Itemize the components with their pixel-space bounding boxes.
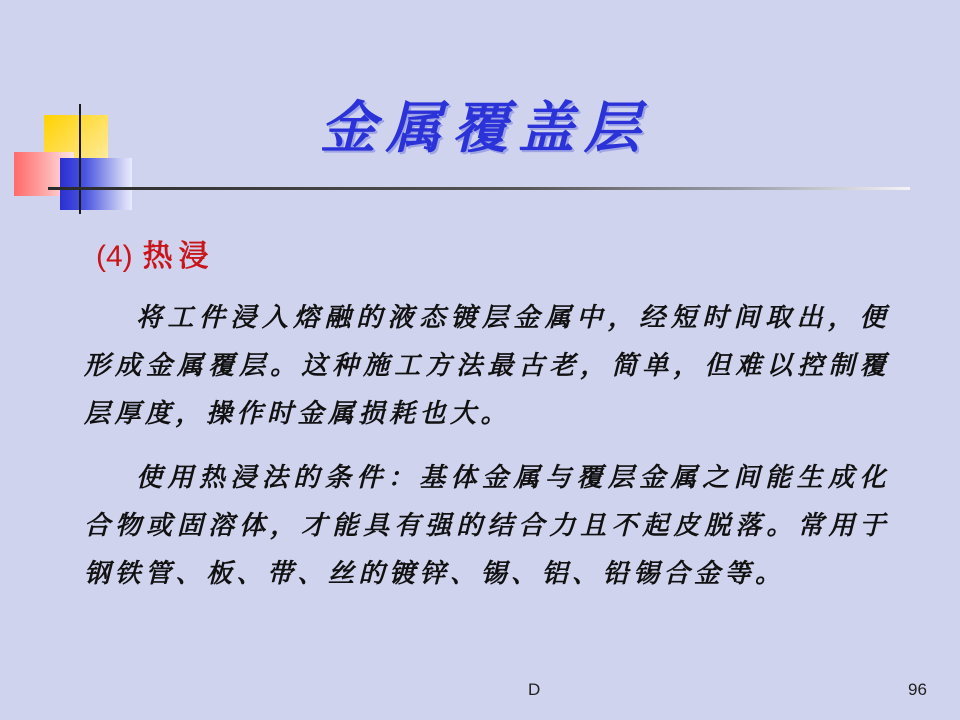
paragraph-2: 使用热浸法的条件：基体金属与覆层金属之间能生成化合物或固溶体，才能具有强的结合力且不起皮脱落。常用于钢铁管、板、带、丝的镀锌、锡、铝、铅锡合金等。 [84,463,890,589]
paragraph-1: 将工件浸入熔融的液态镀层金属中，经短时间取出，便形成金属覆层。这种施工方法最古老，简单，但难以控制覆层厚度，操作时金属损耗也大。 [84,303,890,429]
section-number: (4) [96,240,133,273]
body-text [84,294,890,598]
footer-label: D [528,680,541,699]
slide-title: 金属覆盖层 [320,95,650,161]
page-number: 96 [908,680,927,699]
title-underline-rule [48,187,910,190]
section-heading [96,231,215,275]
decorative-vertical-line [79,104,81,214]
decorative-blue-square [60,158,132,210]
section-title: 热浸 [142,239,215,274]
